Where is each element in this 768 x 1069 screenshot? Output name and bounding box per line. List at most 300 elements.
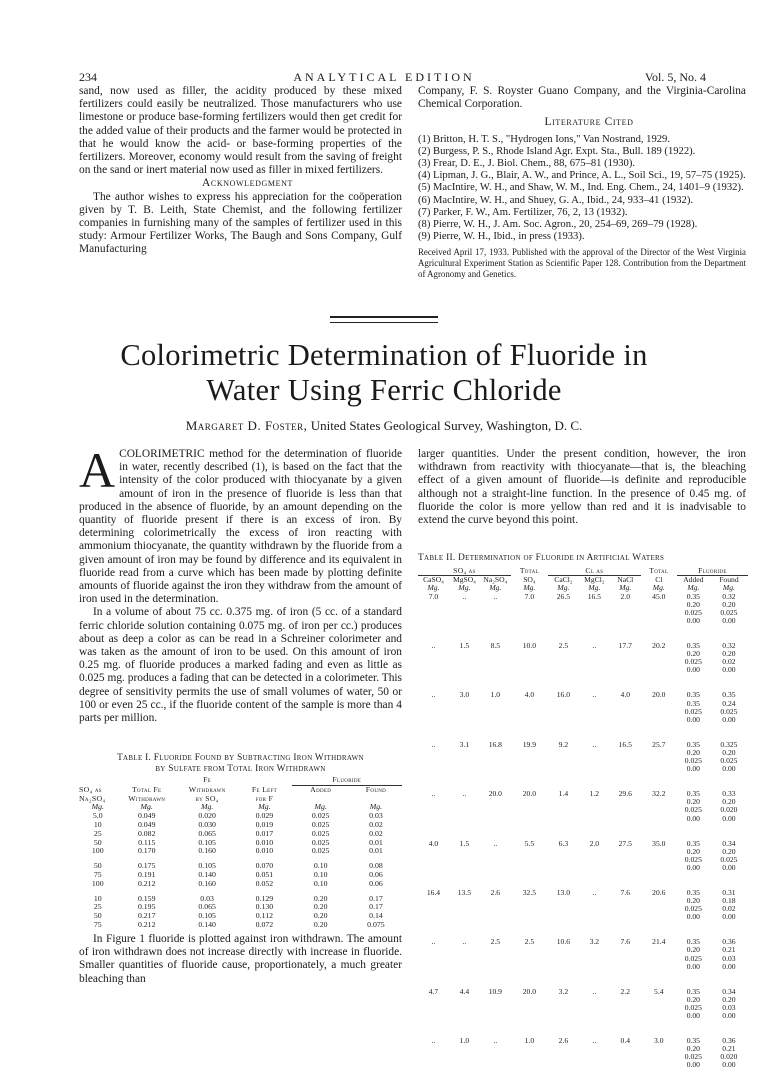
table-cell: 100 (79, 880, 117, 889)
table-cell (610, 864, 641, 872)
table-cell (610, 955, 641, 963)
table-cell (610, 905, 641, 913)
table-cell: 32.5 (511, 889, 548, 897)
table-cell: 0.019 (237, 821, 291, 830)
right-body-column (418, 448, 746, 527)
table-cell: 0.195 (117, 903, 177, 912)
acknowledgment-text: The author wishes to express his appreciation for the coöperation given by T. B. Leith, State Chemist, and the following fertilizer companies in furnishing many of the samples of fertilizer used in this study: Armour Fertilizer Works, The Baugh and Sons Company, Gulf Manufacturing (79, 191, 402, 257)
affiliation: United States Geological Survey, Washington, D. C. (311, 418, 583, 433)
table-cell: 45.0 (641, 593, 677, 601)
table-cell: 16.0 (548, 691, 579, 699)
table-cell (511, 815, 548, 823)
table-cell (511, 806, 548, 814)
table-cell: .. (418, 790, 449, 798)
table-cell (548, 1061, 579, 1069)
unit-cell: Mg. (579, 584, 610, 592)
found-cell: 0.025 (710, 609, 748, 617)
table-cell (418, 806, 449, 814)
added-cell: 0.20 (677, 601, 710, 609)
table-cell: 0.010 (237, 839, 291, 848)
table-cell (418, 749, 449, 757)
table-cell (579, 708, 610, 716)
table-cell (610, 806, 641, 814)
table-cell (449, 658, 480, 666)
found-cell: 0.03 (710, 955, 748, 963)
table-cell (511, 856, 548, 864)
table-cell: 0.030 (177, 821, 237, 830)
added-cell: 0.00 (677, 815, 710, 823)
table-cell (610, 996, 641, 1004)
byline (0, 418, 768, 434)
table-cell: 0.212 (117, 921, 177, 930)
unit-cell: Mg. (610, 584, 641, 592)
col-added: Added (292, 785, 350, 794)
table-cell (548, 609, 579, 617)
table-cell (480, 955, 511, 963)
unit-cell: Mg. (177, 803, 237, 812)
table-cell (418, 1004, 449, 1012)
table-cell (449, 905, 480, 913)
table-cell: 16.8 (480, 741, 511, 749)
table-cell: 0.20 (292, 921, 350, 930)
table-cell: 20.6 (641, 889, 677, 897)
table-cell: 0.212 (117, 880, 177, 889)
table-cell (449, 955, 480, 963)
table-cell (579, 609, 610, 617)
found-cell: 0.020 (710, 806, 748, 814)
table-cell: 0.112 (237, 912, 291, 921)
table-cell (610, 666, 641, 674)
table-cell: 2.6 (480, 889, 511, 897)
table-cell (548, 601, 579, 609)
table-cell (480, 848, 511, 856)
found-cell: 0.020 (710, 1053, 748, 1061)
table-cell: 0.160 (177, 847, 237, 856)
table-cell: 17.7 (610, 642, 641, 650)
added-cell: 0.20 (677, 848, 710, 856)
table-cell (548, 946, 579, 954)
table-cell: 0.115 (117, 839, 177, 848)
table-cell: 7.0 (418, 593, 449, 601)
table-cell: 7.0 (511, 593, 548, 601)
table-cell (548, 856, 579, 864)
table-cell (641, 955, 677, 963)
table-cell (418, 757, 449, 765)
table-cell (548, 700, 579, 708)
found-cell: 0.025 (710, 856, 748, 864)
table-cell (511, 716, 548, 724)
column-header: CaSO₄ (418, 575, 449, 584)
added-cell: 0.20 (677, 946, 710, 954)
table-cell (579, 815, 610, 823)
table-cell (480, 1012, 511, 1020)
added-cell: 0.35 (677, 691, 710, 699)
table-cell: 2.6 (548, 1037, 579, 1045)
table-cell (449, 609, 480, 617)
section-divider (330, 316, 438, 323)
found-cell: 0.00 (710, 716, 748, 724)
column-header: Found (710, 575, 748, 584)
table-cell: 25 (79, 830, 117, 839)
reference-item: (6) MacIntire, W. H., and Shuey, G. A., Ibid., 24, 933–41 (1932). (418, 195, 746, 207)
table-cell (548, 749, 579, 757)
table-cell (511, 765, 548, 773)
left-bottom-column (79, 933, 402, 986)
table-cell (511, 617, 548, 625)
table-cell: .. (418, 741, 449, 749)
added-cell: 0.025 (677, 856, 710, 864)
table-cell: 10.6 (548, 938, 579, 946)
table-cell (480, 749, 511, 757)
table-cell: 2.2 (610, 988, 641, 996)
table-cell (610, 1004, 641, 1012)
found-cell: 0.00 (710, 617, 748, 625)
table-cell: 0.051 (237, 871, 291, 880)
table-cell (548, 798, 579, 806)
added-cell: 0.20 (677, 897, 710, 905)
table-cell (449, 765, 480, 773)
table-cell: 0.052 (237, 880, 291, 889)
table-cell (449, 708, 480, 716)
found-cell: 0.02 (710, 658, 748, 666)
table-cell: 3.0 (641, 1037, 677, 1045)
table-cell (641, 996, 677, 1004)
table-cell (449, 700, 480, 708)
table-cell (449, 650, 480, 658)
table-cell (449, 798, 480, 806)
table-cell (480, 946, 511, 954)
drop-cap: A (79, 450, 115, 490)
found-cell: 0.36 (710, 1037, 748, 1045)
table-cell (641, 946, 677, 954)
column-header: SO₄ (511, 575, 548, 584)
col-withdrawn-2: Withdrawn (117, 795, 177, 804)
added-cell: 0.35 (677, 593, 710, 601)
table-cell (511, 963, 548, 971)
table-cell (610, 848, 641, 856)
table-cell: 0.130 (237, 903, 291, 912)
col-found: Found (350, 785, 402, 794)
table-cell: 50 (79, 912, 117, 921)
table-cell: .. (449, 593, 480, 601)
table-cell: 0.082 (117, 830, 177, 839)
table-cell (641, 716, 677, 724)
table-cell (579, 716, 610, 724)
table-cell: 0.025 (292, 821, 350, 830)
table-row (418, 1061, 748, 1069)
found-cell: 0.00 (710, 815, 748, 823)
col-so4-as: SO₄ as (79, 785, 117, 794)
table-cell (548, 658, 579, 666)
found-cell: 0.325 (710, 741, 748, 749)
intro-paragraph: COLORIMETRIC method for the determination of fluoride in water, recently described (1), is based on the fact that the intensity of the color produced with thiocyanate by a given amount of iron in the presence of fluoride is less than that produced in the absence of fluoride, by an amount depending on the quantity of fluoride present if there is an excess of iron. By determining colorimetrically the excess of iron reacting with ammonium thiocyanate, the quantity withdrawn by the fluoride from a given amount of iron may be found by difference and its equivalent in fluoride read from a curve which has been made by plotting definite amounts of fluoride against the iron they withdraw from the amount of iron used in the determination. (79, 448, 402, 605)
table-cell (418, 848, 449, 856)
table-cell: 19.9 (511, 741, 548, 749)
table-cell (449, 963, 480, 971)
added-cell: 0.35 (677, 642, 710, 650)
table-cell (511, 601, 548, 609)
table-cell: .. (579, 642, 610, 650)
added-cell: 0.00 (677, 1061, 710, 1069)
table-row (418, 716, 748, 724)
table-cell: 27.5 (610, 840, 641, 848)
table-cell (511, 905, 548, 913)
table-cell (511, 708, 548, 716)
col-total-so4: Total (511, 567, 548, 576)
table-cell (548, 666, 579, 674)
table-cell (610, 897, 641, 905)
table-cell (480, 700, 511, 708)
volume-paragraph: In a volume of about 75 cc. 0.375 mg. of iron (5 cc. of a standard ferric chloride solution containing 0.075 mg. of iron per cc.) produces about as deep a color as can be read in a Schreiner colorimeter and was taken as the amount of iron to be used. On this amount of iron 0.25 mg. of fluoride produces a marked fading and even as little as 0.025 mg. produces a fading that can be detected in a colorimeter. This degree of sensitivity permits the use of small volumes of water, 50 or 100 or even 25 cc., if the fluoride content of the sample is more than 4 parts per million. (79, 606, 402, 725)
table-cell (418, 856, 449, 864)
reference-item: (4) Lipman, J. G., Blair, A. W., and Prince, A. L., Soil Sci., 19, 57–75 (1925). (418, 170, 746, 182)
table-row (418, 1037, 748, 1045)
table-cell: 0.025 (292, 839, 350, 848)
table-cell: 4.0 (610, 691, 641, 699)
table-cell: 20.0 (641, 691, 677, 699)
table-cell (579, 864, 610, 872)
table-cell: 4.7 (418, 988, 449, 996)
unit-cell: Mg. (511, 584, 548, 592)
col-fe: Fe (177, 776, 237, 785)
table-cell (480, 650, 511, 658)
table-cell (548, 1053, 579, 1061)
added-cell: 0.35 (677, 889, 710, 897)
table-cell (480, 996, 511, 1004)
table-cell (418, 708, 449, 716)
table-cell (480, 708, 511, 716)
table-cell (418, 955, 449, 963)
table-cell: 25 (79, 903, 117, 912)
table-cell: 0.075 (350, 921, 402, 930)
table-cell (641, 700, 677, 708)
table-row (79, 871, 402, 880)
table-cell (418, 601, 449, 609)
table-cell: 0.140 (177, 921, 237, 930)
table-cell: .. (418, 1037, 449, 1045)
table-cell: 1.4 (548, 790, 579, 798)
table-cell: 0.159 (117, 895, 177, 904)
table-cell: 0.049 (117, 812, 177, 821)
reference-item: (8) Pierre, W. H., J. Am. Soc. Agron., 20, 254–69, 269–79 (1928). (418, 219, 746, 231)
table-cell: 1.0 (480, 691, 511, 699)
table-cell: .. (418, 691, 449, 699)
table-cell: .. (418, 938, 449, 946)
table-cell (579, 897, 610, 905)
unit-cell: Mg. (418, 584, 449, 592)
table-cell (548, 617, 579, 625)
table-2 (418, 553, 748, 1069)
table-cell (418, 864, 449, 872)
table-cell: 1.2 (579, 790, 610, 798)
added-cell: 0.025 (677, 609, 710, 617)
col-by-so4: by SO₄ (177, 795, 237, 804)
table-cell (449, 897, 480, 905)
found-cell: 0.00 (710, 963, 748, 971)
unit-cell: Mg. (480, 584, 511, 592)
table-cell (641, 1053, 677, 1061)
table-cell (480, 864, 511, 872)
table-cell (641, 765, 677, 773)
continued-paragraph: sand, now used as filler, the acidity produced by these mixed fertilizers could easily be neutralized. Those manufacturers who use limestone or produce base-forming fertilizers would then get credit for the added value of their products and the farmer would be protected in that he would know the acid- or base-forming properties of the fertilizers. Moreover, economy would result from the saving of freight on the sand or inert material now used as filler in mixed fertilizers. (79, 85, 402, 177)
table-cell (641, 1004, 677, 1012)
table-cell: 0.065 (177, 830, 237, 839)
table-cell (610, 815, 641, 823)
literature-heading: Literature Cited (418, 116, 746, 129)
table-cell: 29.6 (610, 790, 641, 798)
figure-paragraph: In Figure 1 fluoride is plotted against iron withdrawn. The amount of iron withdrawn does not increase directly with increase in fluoride. Smaller quantities of fluoride cause, proportionately, a much greater bleaching than (79, 933, 402, 986)
table-cell: .. (579, 691, 610, 699)
table-cell (641, 806, 677, 814)
table-1-grid (79, 776, 402, 930)
table-cell (418, 609, 449, 617)
table-row (79, 847, 402, 856)
found-cell: 0.00 (710, 1012, 748, 1020)
table-cell (480, 815, 511, 823)
table-cell (480, 905, 511, 913)
table-cell (579, 798, 610, 806)
table-cell (480, 1053, 511, 1061)
article-title-line-1: Colorimetric Determination of Fluoride in (0, 337, 768, 373)
table-cell (548, 1012, 579, 1020)
table-cell: 7.6 (610, 889, 641, 897)
table-cell (511, 864, 548, 872)
table-row (418, 1053, 748, 1061)
table-row (418, 864, 748, 872)
table-cell (548, 1004, 579, 1012)
table-cell (449, 864, 480, 872)
table-cell: 0.010 (237, 847, 291, 856)
table-cell (418, 897, 449, 905)
table-cell: 26.5 (548, 593, 579, 601)
table-cell: 0.129 (237, 895, 291, 904)
found-cell: 0.00 (710, 765, 748, 773)
table-cell (548, 955, 579, 963)
table-cell: 0.020 (177, 812, 237, 821)
table-cell: 0.105 (177, 912, 237, 921)
table-cell (610, 708, 641, 716)
table-cell (610, 946, 641, 954)
table-row (79, 839, 402, 848)
found-cell: 0.03 (710, 1004, 748, 1012)
found-cell: 0.00 (710, 666, 748, 674)
table-cell: 0.20 (292, 895, 350, 904)
table-cell (641, 1045, 677, 1053)
table-cell (418, 913, 449, 921)
unit-cell: Mg. (117, 803, 177, 812)
table-cell (511, 658, 548, 666)
table-cell (418, 963, 449, 971)
table-cell: 0.17 (350, 903, 402, 912)
table-cell (548, 848, 579, 856)
table-cell (548, 897, 579, 905)
added-cell: 0.35 (677, 790, 710, 798)
unit-cell: Mg. (79, 803, 117, 812)
table-cell: 5.0 (79, 812, 117, 821)
col-group-so4: SO₄ as (418, 567, 511, 576)
table-cell (548, 765, 579, 773)
table-cell (641, 856, 677, 864)
unit-cell: Mg. (677, 584, 710, 592)
table-cell (579, 1004, 610, 1012)
table-cell (641, 798, 677, 806)
table-cell (449, 749, 480, 757)
article-title-line-2: Water Using Ferric Chloride (0, 372, 768, 408)
table-row (418, 617, 748, 625)
table-cell (610, 1045, 641, 1053)
table-cell (579, 946, 610, 954)
table-cell (641, 913, 677, 921)
table-row (79, 895, 402, 904)
added-cell: 0.35 (677, 741, 710, 749)
acknowledgment-heading: Acknowledgment (79, 177, 402, 190)
table-cell (449, 856, 480, 864)
table-cell (548, 650, 579, 658)
added-cell: 0.20 (677, 749, 710, 757)
table-cell: 13.5 (449, 889, 480, 897)
top-right-column (418, 85, 746, 280)
reference-item: (2) Burgess, P. S., Rhode Island Agr. Expt. Sta., Bull. 189 (1922). (418, 146, 746, 158)
page-number: 234 (79, 70, 97, 85)
unit-cell: Mg. (237, 803, 291, 812)
table-cell: 0.20 (292, 912, 350, 921)
table-cell (579, 765, 610, 773)
table-cell (449, 1045, 480, 1053)
added-cell: 0.00 (677, 617, 710, 625)
table-cell (480, 1004, 511, 1012)
table-cell: 75 (79, 871, 117, 880)
column-header: CaCl₂ (548, 575, 579, 584)
added-cell: 0.025 (677, 1004, 710, 1012)
table-cell (511, 946, 548, 954)
added-cell: 0.00 (677, 1012, 710, 1020)
table-cell: 100 (79, 847, 117, 856)
table-cell (641, 1061, 677, 1069)
table-cell (641, 601, 677, 609)
table-cell: 4.0 (511, 691, 548, 699)
table-cell (579, 963, 610, 971)
unit-cell: Mg. (449, 584, 480, 592)
reference-item: (9) Pierre, W. H., Ibid., in press (1933). (418, 231, 746, 243)
added-cell: 0.025 (677, 955, 710, 963)
found-cell: 0.20 (710, 749, 748, 757)
table-row (79, 812, 402, 821)
table-row (418, 913, 748, 921)
table-cell (641, 897, 677, 905)
added-cell: 0.00 (677, 666, 710, 674)
table-cell: 8.5 (480, 642, 511, 650)
table-cell (579, 905, 610, 913)
table-cell: 2.5 (511, 938, 548, 946)
table-cell (418, 700, 449, 708)
table-cell (449, 666, 480, 674)
table-row (418, 765, 748, 773)
table-cell: 25.7 (641, 741, 677, 749)
table-cell: 4.4 (449, 988, 480, 996)
table-cell: 2.0 (579, 840, 610, 848)
table-cell: .. (579, 988, 610, 996)
left-body-column (79, 448, 402, 725)
table-cell (511, 1053, 548, 1061)
table-cell (480, 757, 511, 765)
table-cell (511, 848, 548, 856)
table-cell (418, 617, 449, 625)
table-cell (579, 1053, 610, 1061)
table-cell (449, 1004, 480, 1012)
table-cell (641, 658, 677, 666)
continued-body-paragraph: larger quantities. Under the present condition, however, the iron withdrawn from reactivity with thiocyanate—that is, the bleaching effect of a given amount of fluoride—is definite and reproducible although not a straight-line function. In the presence of 0.45 mg. of fluoride the color is more yellow than red and it is inadvisable to extend the curve beyond this point. (418, 448, 746, 527)
table-cell: 1.5 (449, 642, 480, 650)
